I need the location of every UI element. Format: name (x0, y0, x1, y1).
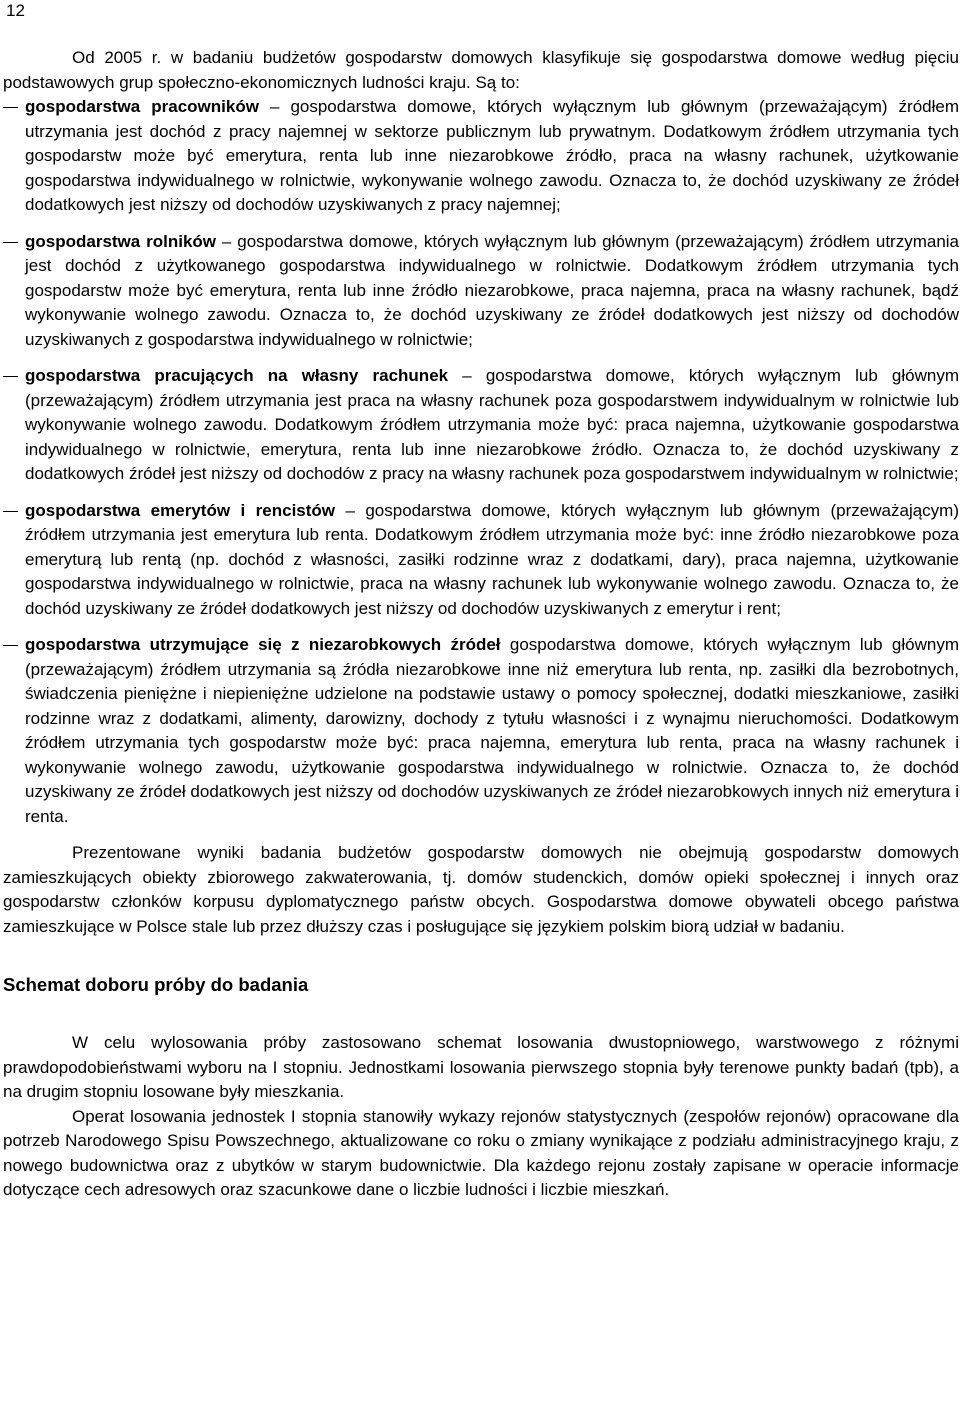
group-term: gospodarstwa pracowników (25, 97, 259, 116)
list-item (3, 364, 959, 487)
page-number: 12 (6, 1, 25, 20)
socioeconomic-groups-list (3, 95, 959, 829)
group-description: gospodarstwa domowe, których wyłącznym lub głównym (przeważającym) źródłem utrzymania są źródła niezarobkowe inne niż emerytura lub renta, np. zasiłki dla bezrobotnych, świadczenia pieniężne i niepieniężne udzielone na podstawie ustawy o pomocy społecznej, dodatki mieszkaniowe, zasiłki rodzinne wraz z dodatkami, alimenty, darowizny, dochody z tytułu własności i z wynajmu nieruchomości. Dodatkowym źródłem utrzymania tych gospodarstw może być: praca najemna, emerytura lub renta, praca na własny rachunek i wykonywanie wolnego zawodu, użytkowanie gospodarstwa indywidualnego w rolnictwie. Oznacza to, że dochód uzyskiwany ze źródeł dodatkowych jest niższy od dochodów uzyskiwanych ze źródeł niezarobkowych innych niż emerytura i renta. (25, 635, 959, 826)
section-heading: Schemat doboru próby do badania (3, 974, 309, 995)
results-paragraph: Prezentowane wyniki badania budżetów gospodarstw domowych nie obejmują gospodarstw domowych zamieszkujących obiekty zbiorowego zakwaterowania, tj. domów studenckich, domów opieki społecznej i innych oraz gospodarstw członków korpusu dyplomatycznego państw obcych. Gospodarstwa domowe obywateli obcego państwa zamieszkujące w Polsce stale lub przez dłuższy czas i posługujące się językiem polskim biorą udział w badaniu. (3, 843, 959, 936)
list-item (3, 230, 959, 353)
list-item (3, 95, 959, 218)
sampling-paragraph: W celu wylosowania próby zastosowano schemat losowania dwustopniowego, warstwowego z różnymi prawdopodobieństwami wyboru na I stopniu. Jednostkami losowania pierwszego stopnia były terenowe punkty badań (tpb), a na drugim stopniu losowane były mieszkania. (3, 1033, 959, 1101)
group-term: gospodarstwa rolników (25, 231, 217, 251)
group-term: gospodarstwa utrzymujące się z niezarobkowych źródeł (25, 635, 501, 654)
group-term: gospodarstwa emerytów i rencistów (25, 500, 336, 520)
page-content (3, 46, 959, 1203)
frame-paragraph: Operat losowania jednostek I stopnia stanowiły wykazy rejonów statystycznych (zespołów rejonów) opracowane dla potrzeb Narodowego Spisu Powszechnego, aktualizowane co roku o zmiany wynikające z podziału administracyjnego kraju, z nowego budownictwa oraz z ubytków w starym budownictwie. Dla każdego rejonu zostały zapisane w operacie informacje dotyczące cech adresowych oraz szacunkowe dane o liczbie ludności i liczbie mieszkań. (3, 1106, 959, 1199)
list-item (3, 633, 959, 829)
group-term: gospodarstwa pracujących na własny rachunek (25, 366, 449, 385)
group-description: – gospodarstwa domowe, których wyłącznym lub głównym (przeważającym) źródłem utrzymania jest praca na własny rachunek poza gospodarstwem indywidualnym w rolnictwie lub wykonywanie wolnego zawodu. Dodatkowym źródłem utrzymania może być: praca najemna, użytkowanie gospodarstwa indywidualnego w rolnictwie, emerytura, renta lub inne niezarobkowe źródło. Oznacza to, że dochód uzyskiwany z dodatkowych źródeł jest niższy od dochodów z pracy na własny rachunek poza gospodarstwem indywidualnym w rolnictwie; (25, 366, 959, 483)
list-item (3, 499, 959, 622)
intro-paragraph: Od 2005 r. w badaniu budżetów gospodarstw domowych klasyfikuje się gospodarstwa domowe według pięciu podstawowych grup społeczno-ekonomicznych ludności kraju. Są to: (3, 48, 959, 92)
group-description: – gospodarstwa domowe, których wyłącznym lub głównym (przeważającym) źródłem utrzymania jest dochód z pracy najemnej w sektorze publicznym lub prywatnym. Dodatkowym źródłem utrzymania tych gospodarstw może być emerytura, renta lub inne niezarobkowe źródło, praca na własny rachunek, użytkowanie gospodarstwa indywidualnego w rolnictwie, wykonywanie wolnego zawodu. Oznacza to, że dochód uzyskiwany ze źródeł dodatkowych jest niższy od dochodów uzyskiwanych z pracy najemnej; (25, 97, 959, 214)
group-description: – gospodarstwa domowe, których wyłącznym lub głównym (przeważającym) źródłem utrzymania jest dochód z użytkowanego gospodarstwa indywidualnego w rolnictwie. Dodatkowym źródłem utrzymania tych gospodarstw może być emerytura, renta lub inne źródło niezarobkowe, praca najemna, praca na własny rachunek, bądź wykonywanie wolnego zawodu. Oznacza to, że dochód uzyskiwany ze źródeł dodatkowych jest niższy od dochodów uzyskiwanych z gospodarstwa indywidualnego w rolnictwie; (25, 231, 960, 349)
group-description: – gospodarstwa domowe, których wyłącznym lub głównym (przeważającym) źródłem utrzymania jest emerytura lub renta. Dodatkowym źródłem utrzymania może być: inne źródło niezarobkowe poza emeryturą lub rentą (np. dochód z własności, zasiłki rodzinne wraz z dodatkami, dary), praca najemna, użytkowanie gospodarstwa indywidualnego w rolnictwie, praca na własny rachunek lub wykonywanie wolnego zawodu. Oznacza to, że dochód uzyskiwany ze źródeł dodatkowych jest niższy od dochodów uzyskiwanych z emerytur i rent; (25, 500, 959, 618)
